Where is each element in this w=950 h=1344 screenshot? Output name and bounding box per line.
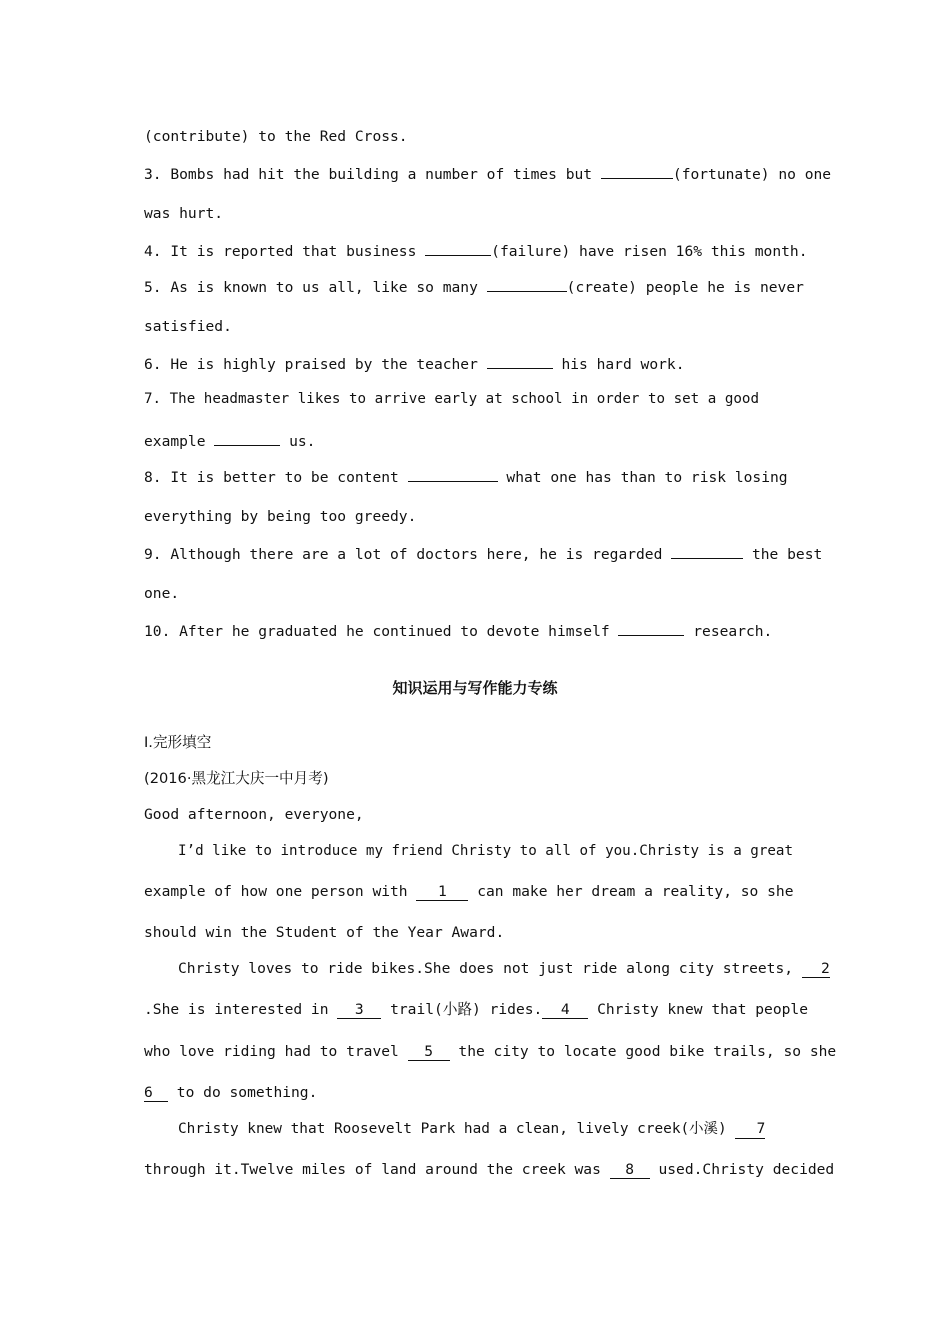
text: example of how one person with [144,883,408,900]
paragraph-3-line-2 [144,1160,835,1180]
item-3-line-2 [144,204,807,224]
answer-blank[interactable] [425,240,491,256]
text: (failure) have risen 16% this month. [491,243,808,260]
blank-7[interactable]: 7 [735,1121,765,1139]
text: what one has than to risk losing [506,469,788,486]
text: Christy knew that people [597,1001,808,1018]
answer-blank[interactable] [601,163,673,179]
paragraph-3-line-1 [144,1119,807,1139]
paragraph-1-line-1 [144,841,807,861]
answer-blank[interactable] [671,543,743,559]
text: (contribute) to the Red Cross. [144,128,408,145]
text: us. [289,433,316,450]
paragraph-2-line-3 [144,1042,837,1062]
greeting: Good afternoon, everyone, [144,806,364,823]
text: used.Christy decided [658,1161,835,1178]
text: 9. Although there are a lot of doctors here, he is regarded [144,546,663,563]
text: (fortunate) no one [672,166,832,183]
text: example [144,433,206,450]
item-7-line-1 [144,389,807,409]
blank-3[interactable]: 3 [337,1001,381,1019]
text: who love riding had to travel [144,1043,399,1060]
part-heading: Ⅰ.完形填空 [144,734,212,751]
item-9-line-1 [144,543,823,565]
paragraph-2-line-1 [144,959,830,979]
item-9-line-2 [144,584,807,604]
text: I’d like to introduce my friend Christy to all of you.Christy is a great [178,843,793,859]
text: .She is interested in [144,1001,329,1018]
blank-4[interactable]: 4 [542,1001,588,1019]
item-8-line-2 [144,507,807,527]
text: 10. After he graduated he continued to devote himself [144,623,610,640]
text: the best [751,546,823,563]
text: should win the Student of the Year Award. [144,924,505,941]
text: research. [693,623,773,640]
answer-blank[interactable] [487,353,553,369]
paragraph-1-line-3 [144,923,807,943]
answer-blank[interactable] [487,276,567,292]
text: can make her dream a reality, so she [477,883,794,900]
item-8-line-1 [144,466,807,488]
blank-2[interactable]: 2 [802,960,830,978]
paragraph-2-line-2 [144,1000,807,1020]
text: 3. Bombs had hit the building a number of times but [144,166,593,183]
blank-8[interactable]: 8 [610,1161,650,1179]
text: (create) people he is never [566,279,804,296]
blank-1[interactable]: 1 [416,883,468,901]
source-note: (2016·黑龙江大庆一中月考) [144,770,329,787]
text: Christy knew that Roosevelt Park had a clean, lively creek(小溪) [178,1121,727,1137]
paragraph-2-line-4 [144,1083,807,1103]
text: 6. He is highly praised by the teacher [144,356,478,373]
answer-blank[interactable] [618,620,684,636]
text: his hard work. [561,356,685,373]
section-title: 知识运用与写作能力专练 [392,679,558,697]
answer-blank[interactable] [408,466,498,482]
blank-6[interactable]: 6 [144,1084,168,1102]
item-3-line-1 [144,163,832,185]
item-5-line-1 [144,276,807,298]
text: 5. As is known to us all, like so many [144,279,478,296]
text: to do something. [176,1084,318,1101]
text: everything by being too greedy. [144,508,417,525]
text: satisfied. [144,318,232,335]
item-6 [144,353,807,375]
text: Christy loves to ride bikes.She does not just ride along city streets, [178,960,794,977]
item-4 [144,240,807,262]
item-7-line-2 [144,430,807,452]
text: one. [144,585,180,602]
item-5-line-2 [144,317,807,337]
item-2-continuation [144,127,807,147]
paragraph-1-line-2 [144,882,807,902]
text: was hurt. [144,205,224,222]
item-10 [144,620,807,642]
answer-blank[interactable] [214,430,280,446]
text: through it.Twelve miles of land around the creek was [144,1161,601,1178]
text: 7. The headmaster likes to arrive early at school in order to set a good [144,391,759,407]
text: trail(小路) rides. [390,1001,543,1018]
text: 8. It is better to be content [144,469,399,486]
text: the city to locate good bike trails, so she [458,1043,837,1060]
text: 4. It is reported that business [144,243,417,260]
blank-5[interactable]: 5 [408,1043,450,1061]
